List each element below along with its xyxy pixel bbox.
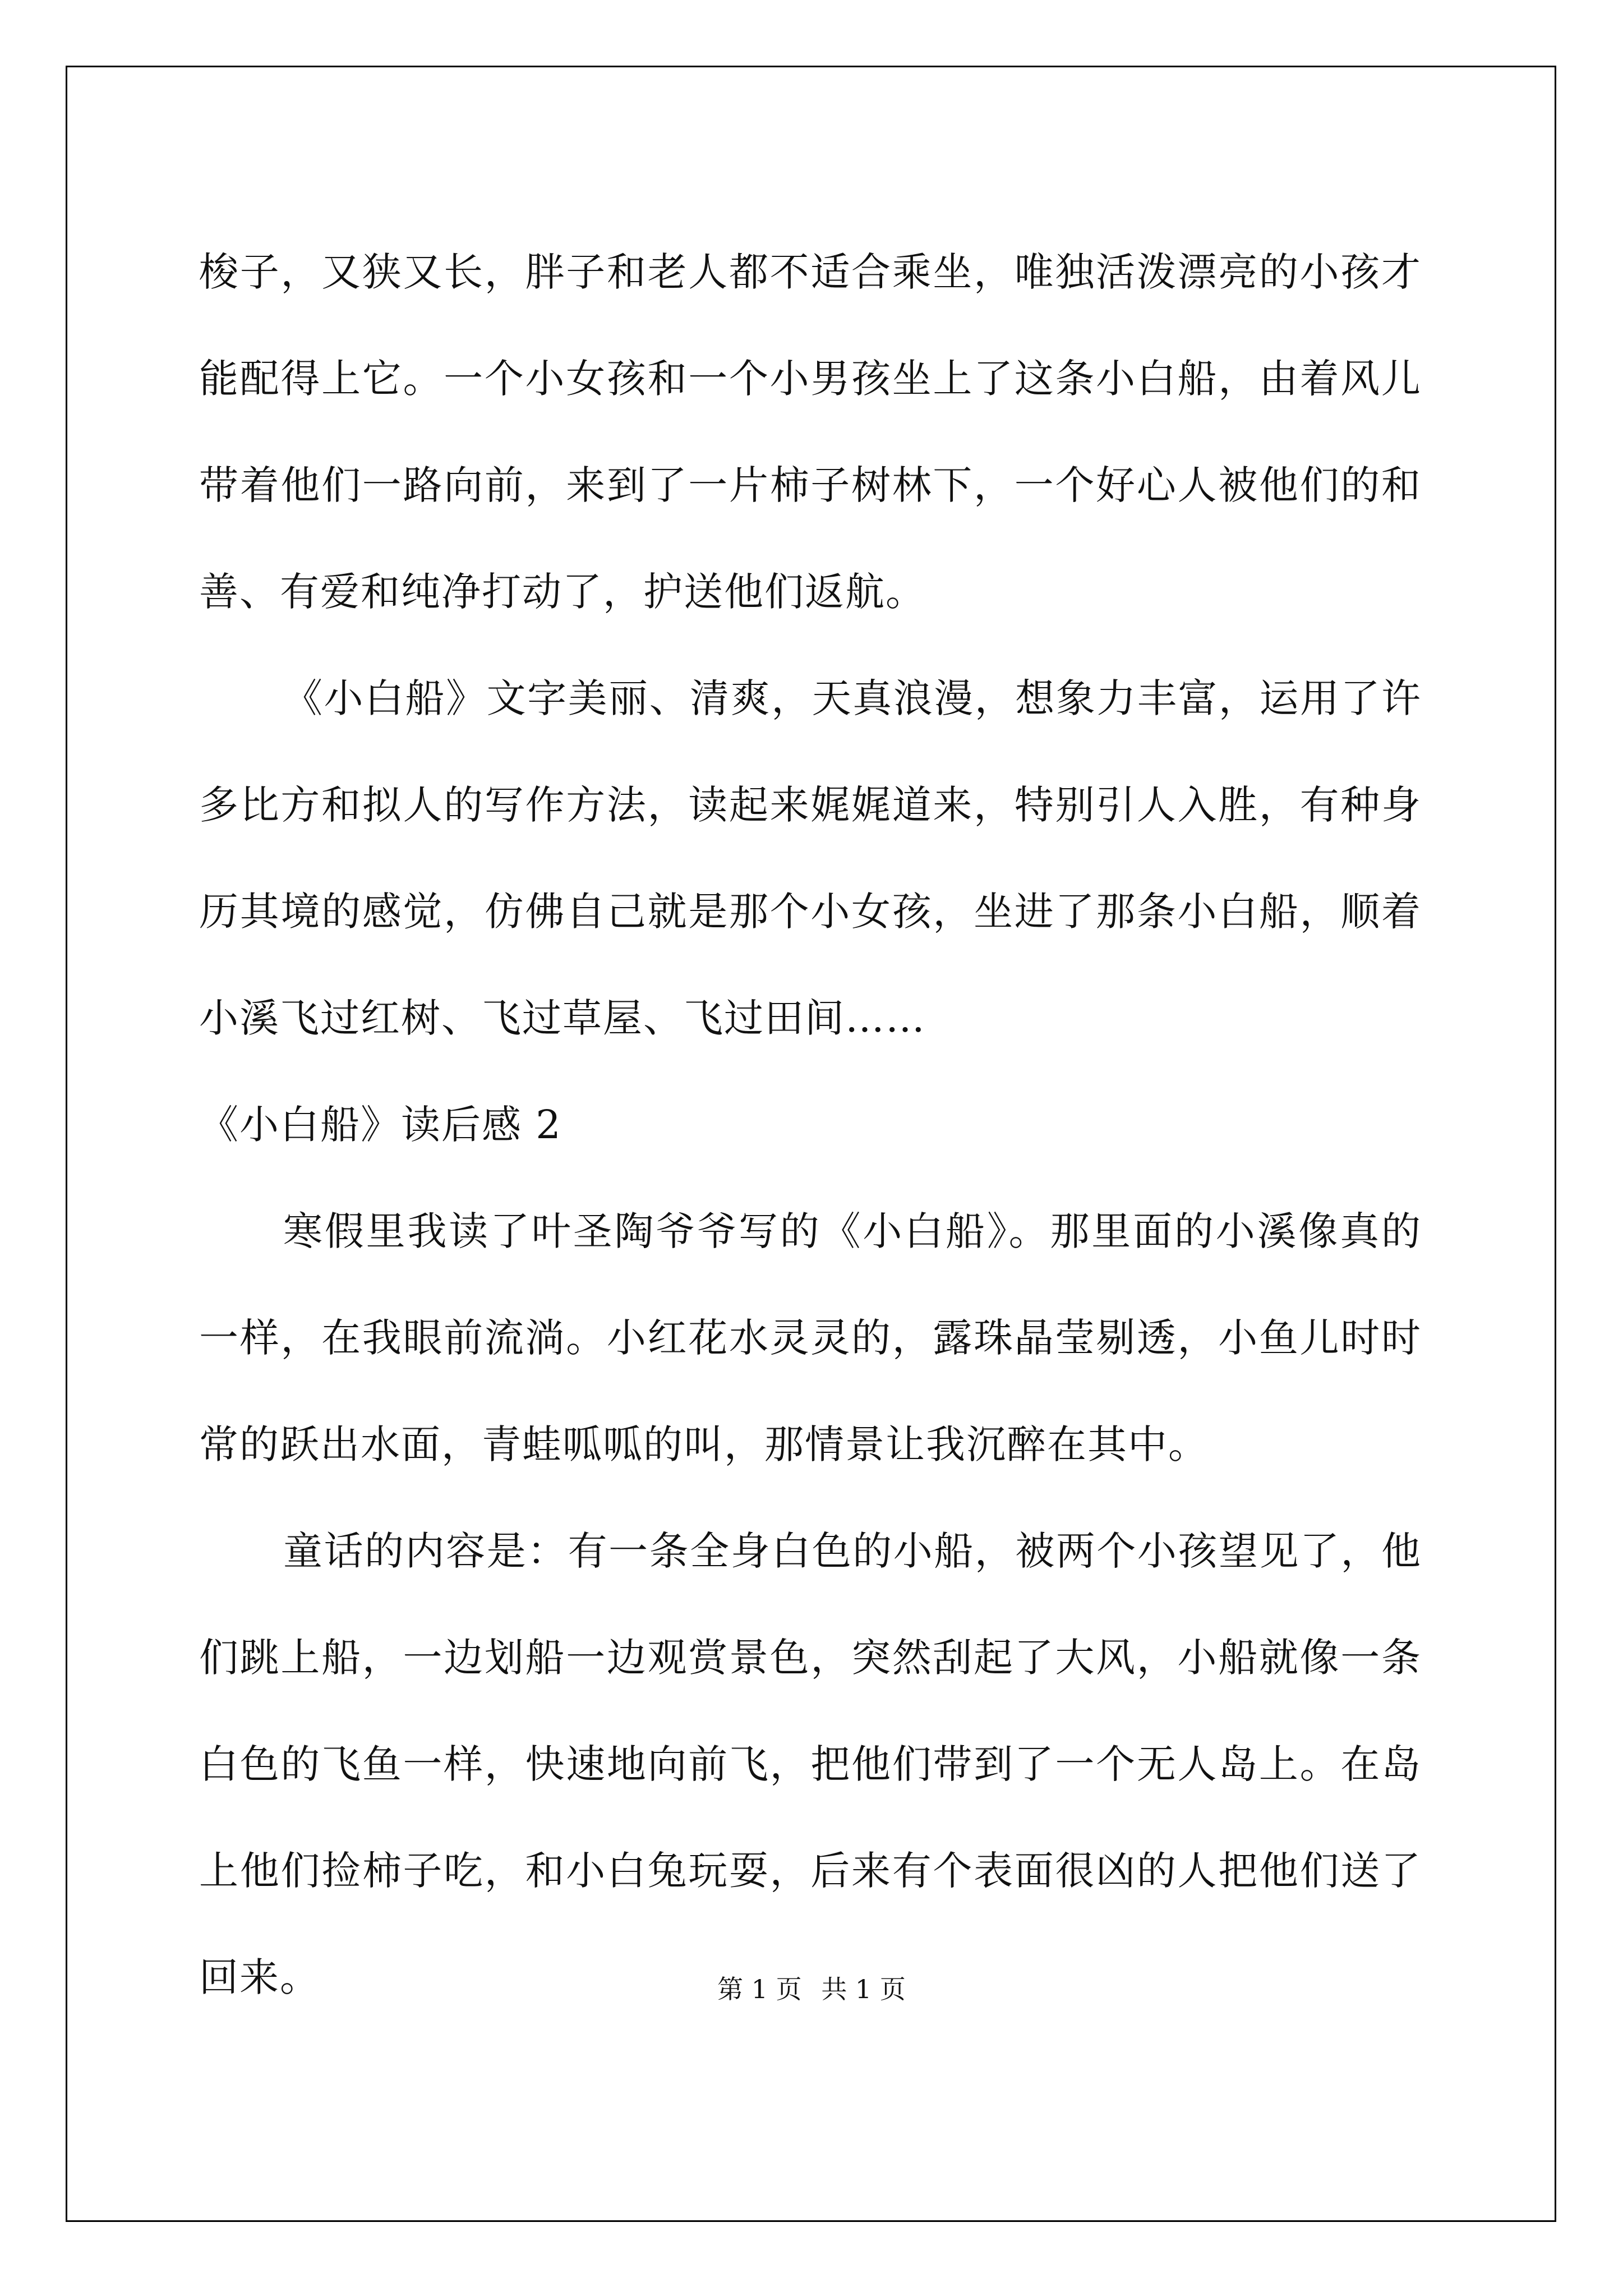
document-body — [199, 219, 1422, 2031]
paragraph-3: 寒假里我读了叶圣陶爷爷写的《小白船》。那里面的小溪像真的一样，在我眼前流淌。小红花水灵灵的，露珠晶莹剔透，小鱼儿时时常的跃出水面，青蛙呱呱的叫，那情景让我沉醉在其中。 — [199, 1208, 1422, 1467]
paragraph-4: 童话的内容是：有一条全身白色的小船，被两个小孩望见了，他们跳上船，一边划船一边观赏景色，突然刮起了大风，小船就像一条白色的飞鱼一样，快速地向前飞，把他们带到了一个无人岛上。在岛上他们捡柿子吃，和小白兔玩耍，后来有个表面很凶的人把他们送了回来。 — [199, 1528, 1422, 2000]
page-number: 第 1 页 — [717, 1974, 802, 2004]
page-footer — [0, 1969, 1623, 2006]
paragraph-2: 《小白船》文字美丽、清爽，天真浪漫，想象力丰富，运用了许多比方和拟人的写作方法，读起来娓娓道来，特别引人入胜，有种身历其境的感觉，仿佛自己就是那个小女孩，坐进了那条小白船，顺着小溪飞过红树、飞过草屋、飞过田间…… — [199, 675, 1422, 1041]
total-pages: 共 1 页 — [821, 1974, 906, 2004]
section-heading: 《小白船》读后感 2 — [199, 1102, 562, 1148]
paragraph-1: 梭子，又狭又长，胖子和老人都不适合乘坐，唯独活泼漂亮的小孩才能配得上它。一个小女孩和一个小男孩坐上了这条小白船，由着风儿带着他们一路向前，来到了一片柿子树林下，一个好心人被他们的和善、有爱和纯净打动了，护送他们返航。 — [199, 249, 1422, 615]
